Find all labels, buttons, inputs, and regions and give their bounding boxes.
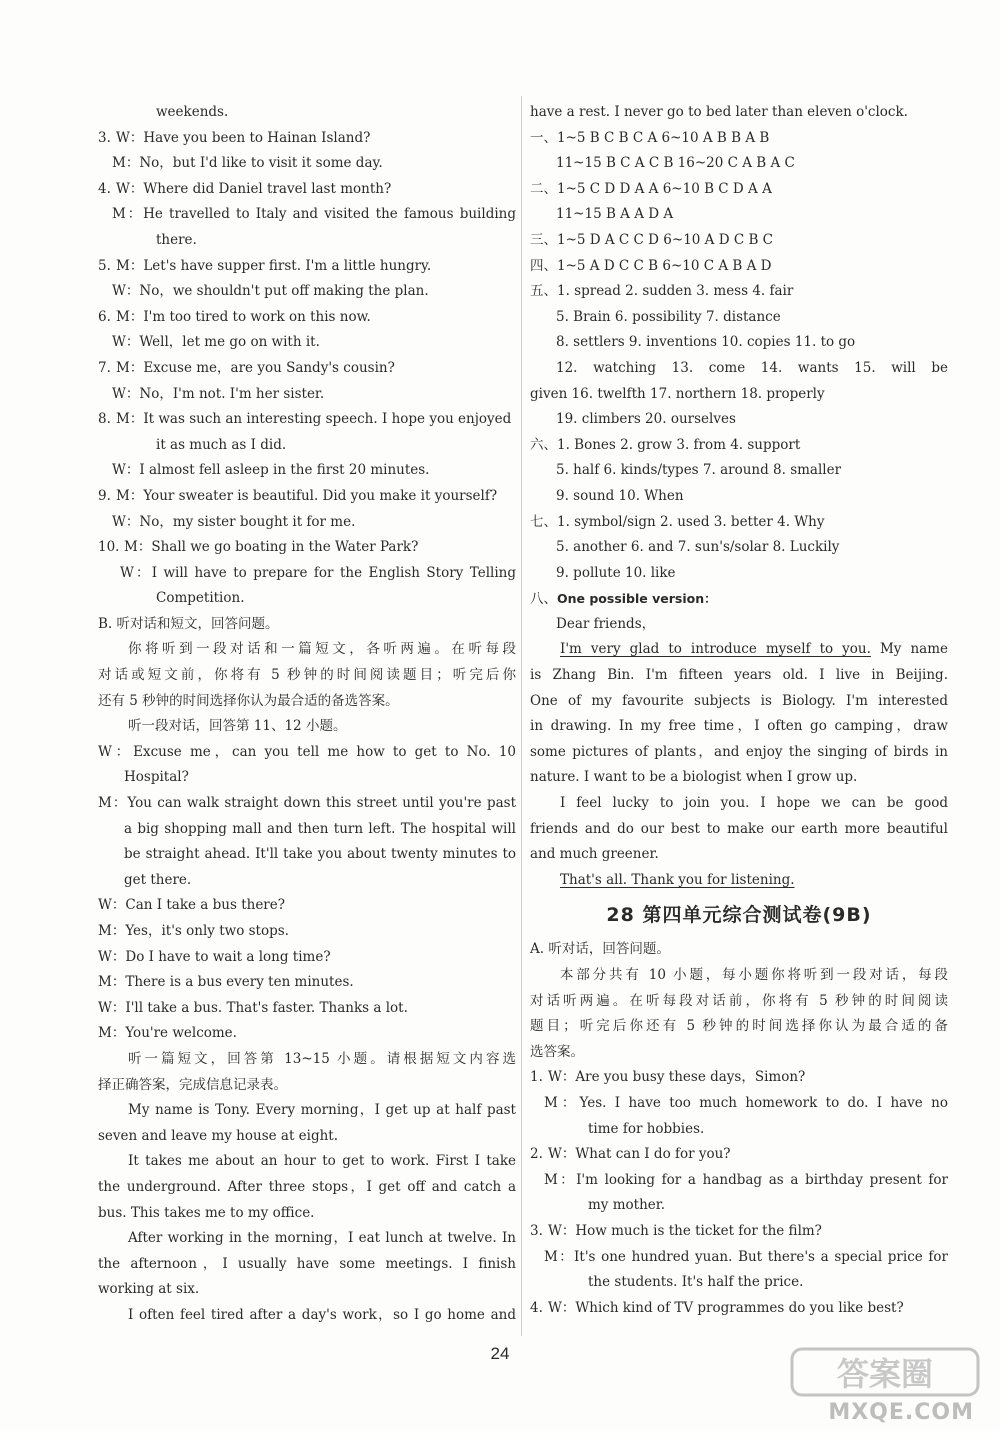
text-line xyxy=(98,407,516,433)
line-text: 二、1~5 C D D A A 6~10 B C D A A xyxy=(530,180,772,197)
line-text: W：No，my sister bought it for me. xyxy=(112,513,356,530)
line-text: I often feel tired after a day's work，so I go home and xyxy=(128,1306,516,1323)
essay-line: is Zhang Bin. I'm fifteen years old. I live in Beijing. xyxy=(530,667,948,684)
text-line xyxy=(530,1142,948,1168)
left-column xyxy=(98,100,516,1329)
text-line xyxy=(98,996,516,1022)
text-line xyxy=(98,1175,516,1201)
text-line xyxy=(530,1065,948,1091)
essay-line: friends and do our best to make our earth more beautiful xyxy=(530,820,948,837)
text-line xyxy=(530,151,948,177)
line-text: 七、1. symbol/sign 2. used 3. better 4. Why xyxy=(530,513,825,530)
text-line xyxy=(98,1252,516,1278)
line-text: M：Yes，it's only two stops. xyxy=(98,923,289,939)
text-line xyxy=(530,1270,948,1296)
line-text: working at six. xyxy=(98,1281,200,1298)
text-line xyxy=(98,1201,516,1227)
answer-key xyxy=(530,100,948,586)
line-text: Hospital? xyxy=(124,769,189,786)
text-line xyxy=(98,100,516,126)
text-line xyxy=(98,356,516,382)
text-line xyxy=(98,1098,516,1124)
text-line xyxy=(98,1021,516,1047)
line-text: get there. xyxy=(124,871,192,888)
section-heading: 28 第四单元综合测试卷(9B) xyxy=(606,904,872,927)
line-text: W：Well，let me go on with it. xyxy=(112,334,320,351)
essay-line: I feel lucky to join you. I hope we can be good xyxy=(560,795,948,812)
line-text: M：I'm too tired to work on this now. xyxy=(116,308,371,325)
text-line xyxy=(98,791,516,817)
text-line xyxy=(98,458,516,484)
text-line xyxy=(530,382,948,408)
line-text: 听一篇短文，回答第 13~15 小题。请根据短文内容选 xyxy=(128,1050,516,1067)
line-text: weekends. xyxy=(156,104,229,120)
text-line xyxy=(530,305,948,331)
text-line xyxy=(530,1193,948,1219)
essay-label: One possible version： xyxy=(557,591,717,607)
item-number: 3. xyxy=(530,1222,543,1239)
text-line xyxy=(98,330,516,356)
text-line xyxy=(530,100,948,126)
item-number: 3. xyxy=(98,129,111,146)
text-line xyxy=(98,279,516,305)
line-text: a big shopping mall and then turn left. The hospital will xyxy=(124,820,516,837)
text-line xyxy=(98,637,516,663)
line-text: there. xyxy=(156,231,197,248)
text-line xyxy=(530,228,948,254)
essay-block xyxy=(530,586,948,893)
line-text: M：Let's have supper first. I'm a little hungry. xyxy=(116,257,432,274)
text-line xyxy=(98,612,516,638)
text-line xyxy=(530,484,948,510)
line-text: the students. It's half the price. xyxy=(588,1274,804,1291)
page-number: 24 xyxy=(490,1344,510,1363)
line-text: 5. another 6. and 7. sun's/solar 8. Luckily xyxy=(556,539,840,556)
intro-line: 本部分共有 10 小题，每小题你将听到一段对话，每段 xyxy=(560,967,948,983)
text-line xyxy=(530,510,948,536)
line-text: be straight ahead. It'll take you about twenty minutes to xyxy=(124,846,516,863)
line-text: 三、1~5 D A C C D 6~10 A D C B C xyxy=(530,231,773,248)
line-text: W：I will have to prepare for the English Story Telling xyxy=(120,564,516,581)
line-text: W：Where did Daniel travel last month? xyxy=(116,180,392,197)
line-text: W：How much is the ticket for the film? xyxy=(548,1222,822,1239)
line-text: 听一段对话，回答第 11、12 小题。 xyxy=(128,718,347,735)
text-line xyxy=(530,356,948,382)
essay-line: and much greener. xyxy=(530,846,659,863)
text-line xyxy=(530,330,948,356)
watermark-logo-text: 答案圈 xyxy=(836,1355,934,1393)
text-line xyxy=(98,228,516,254)
item-number: 4. xyxy=(98,180,111,197)
text-line xyxy=(98,305,516,331)
essay-line: nature. I want to be a biologist when I grow up. xyxy=(530,769,858,786)
text-line xyxy=(98,1303,516,1329)
line-text: W：Which kind of TV programmes do you like best? xyxy=(548,1299,904,1316)
line-text: M：There is a bus every ten minutes. xyxy=(98,974,354,991)
line-text: M：Excuse me，are you Sandy's cousin? xyxy=(116,359,395,376)
text-line xyxy=(98,689,516,715)
item-number: 2. xyxy=(530,1146,543,1163)
text-line xyxy=(98,561,516,587)
text-line xyxy=(98,740,516,766)
text-line xyxy=(98,535,516,561)
line-text: M：You can walk straight down this street until you're past xyxy=(98,795,516,812)
text-line xyxy=(98,151,516,177)
essay-line: One of my favourite subjects is Biology. I'm interested xyxy=(530,692,948,709)
text-line xyxy=(98,1277,516,1303)
line-text: have a rest. I never go to bed later than eleven o'clock. xyxy=(530,104,908,120)
line-text: W：I'll take a bus. That's faster. Thanks a lot. xyxy=(98,999,408,1016)
line-text: 11~15 B C A C B 16~20 C A B A C xyxy=(556,155,795,172)
text-line xyxy=(530,1245,948,1271)
line-text: 11~15 B A A D A xyxy=(556,206,674,223)
text-line xyxy=(530,561,948,587)
line-text: W：Do I have to wait a long time? xyxy=(98,948,331,965)
essay-line: in drawing. In my free time，I often go camping，draw xyxy=(530,718,948,735)
line-text: 一、1~5 B C B C A 6~10 A B B A B xyxy=(530,129,770,146)
item-number: 10. xyxy=(98,539,120,556)
line-text: time for hobbies. xyxy=(588,1120,705,1137)
line-text: my mother. xyxy=(588,1197,666,1214)
line-text: W：I almost fell asleep in the first 20 minutes. xyxy=(112,462,430,479)
line-text: Competition. xyxy=(156,590,245,607)
text-line xyxy=(98,1149,516,1175)
line-text: 择正确答案，完成信息记录表。 xyxy=(98,1076,287,1093)
line-text: 对话或短文前，你将有 5 秒钟的时间阅读题目；听完后你 xyxy=(98,667,516,684)
column-divider xyxy=(521,96,522,1336)
line-text: the underground. After three stops，I get off and catch a xyxy=(98,1178,516,1195)
text-line xyxy=(530,1117,948,1143)
line-text: 12. watching 13. come 14. wants 15. will be xyxy=(556,359,948,376)
text-line xyxy=(530,202,948,228)
line-text: bus. This takes me to my office. xyxy=(98,1204,315,1221)
line-text: M：I'm looking for a handbag as a birthday present for xyxy=(544,1171,948,1188)
right-column xyxy=(530,100,948,1321)
text-line xyxy=(530,535,948,561)
line-text: 5. half 6. kinds/types 7. around 8. smaller xyxy=(556,462,842,479)
item-number: 1. xyxy=(530,1069,543,1086)
line-text: M：He travelled to Italy and visited the famous building xyxy=(112,206,516,223)
line-text: My name is Tony. Every morning，I get up at half past xyxy=(128,1102,516,1119)
text-line xyxy=(530,1219,948,1245)
line-text: it as much as I did. xyxy=(156,436,287,453)
line-text: M：Yes. I have too much homework to do. I have no xyxy=(544,1094,948,1111)
essay-opening: I'm very glad to introduce myself to you. xyxy=(560,641,871,658)
line-text: seven and leave my house at eight. xyxy=(98,1127,339,1144)
text-line xyxy=(530,458,948,484)
text-line xyxy=(98,1047,516,1073)
line-text: given 16. twelfth 17. northern 18. properly xyxy=(530,385,825,402)
intro-line: 对话听两遍。在听每段对话前，你将有 5 秒钟的时间阅读 xyxy=(530,992,948,1009)
essay-line: some pictures of plants，and enjoy the singing of birds in xyxy=(530,743,948,760)
text-line xyxy=(98,765,516,791)
essay-line: I'm very glad to introduce myself to you. My name xyxy=(560,641,948,658)
item-number: 8. xyxy=(98,411,111,428)
line-text: the afternoon，I usually have some meetings. I finish xyxy=(98,1255,516,1272)
text-line xyxy=(98,586,516,612)
line-text: 六、1. Bones 2. grow 3. from 4. support xyxy=(530,436,801,453)
text-line xyxy=(98,868,516,894)
item-number: 9. xyxy=(98,487,111,504)
line-text: It takes me about an hour to get to work. First I take xyxy=(128,1153,516,1170)
section-a-title: A. 听对话，回答问题。 xyxy=(530,941,670,958)
intro-line: 题目；听完后你还有 5 秒钟的时间选择你认为最合适的备 xyxy=(530,1018,948,1035)
line-text: 你将听到一段对话和一篇短文，各听两遍。在听每段 xyxy=(128,641,516,658)
text-line xyxy=(530,126,948,152)
text-line xyxy=(530,177,948,203)
line-text: After working in the morning，I eat lunch at twelve. In xyxy=(128,1230,516,1247)
line-text: 9. sound 10. When xyxy=(556,487,684,504)
line-text: M：It was such an interesting speech. I hope you enjoyed xyxy=(116,411,512,428)
text-line xyxy=(98,714,516,740)
text-line xyxy=(98,1073,516,1099)
line-text: M：Shall we go boating in the Water Park? xyxy=(124,539,419,556)
text-line xyxy=(98,433,516,459)
item-number: 6. xyxy=(98,308,111,325)
text-line xyxy=(530,254,948,280)
text-line xyxy=(98,126,516,152)
text-line xyxy=(530,407,948,433)
item-number: 5. xyxy=(98,257,111,274)
line-text: W：Are you busy these days，Simon? xyxy=(548,1069,806,1086)
intro-line: 选答案。 xyxy=(530,1043,584,1060)
text-line xyxy=(98,663,516,689)
line-text: 19. climbers 20. ourselves xyxy=(556,411,736,428)
item-number: 4. xyxy=(530,1299,543,1316)
line-text: M：No，but I'd like to visit it some day. xyxy=(112,155,383,172)
text-line xyxy=(98,202,516,228)
text-line xyxy=(98,893,516,919)
text-line xyxy=(530,1091,948,1117)
watermark-url: MXQE.COM xyxy=(828,1400,974,1425)
text-line xyxy=(98,510,516,536)
line-text: W：Have you been to Hainan Island? xyxy=(116,129,371,146)
text-line xyxy=(530,433,948,459)
text-line xyxy=(530,1296,948,1322)
text-line xyxy=(98,1124,516,1150)
line-text: 8. settlers 9. inventions 10. copies 11. to go xyxy=(556,334,856,351)
line-text: M：It's one hundred yuan. But there's a special price for xyxy=(544,1248,948,1265)
essay-greeting: Dear friends， xyxy=(556,615,656,632)
line-text: W：Can I take a bus there? xyxy=(98,897,285,914)
text-line xyxy=(530,1168,948,1194)
line-text: 5. Brain 6. possibility 7. distance xyxy=(556,308,781,325)
line-text: M：Your sweater is beautiful. Did you make it yourself? xyxy=(116,487,498,504)
text-line xyxy=(98,382,516,408)
watermark-logo-icon xyxy=(790,1345,980,1399)
line-text: W：What can I do for you? xyxy=(548,1146,731,1163)
text-line xyxy=(98,177,516,203)
watermark xyxy=(790,1345,980,1425)
line-text: W：No，we shouldn't put off making the plan. xyxy=(112,283,429,300)
line-text: W：No，I'm not. I'm her sister. xyxy=(112,385,325,402)
line-text: 9. pollute 10. like xyxy=(556,564,676,581)
item-number: 7. xyxy=(98,359,111,376)
text-line xyxy=(98,254,516,280)
essay-closing: That's all. Thank you for listening. xyxy=(560,871,795,888)
line-text: M：You're welcome. xyxy=(98,1025,237,1042)
text-line xyxy=(530,279,948,305)
line-text: 五、1. spread 2. sudden 3. mess 4. fair xyxy=(530,283,794,300)
text-line xyxy=(98,817,516,843)
dialog-list xyxy=(530,1065,948,1321)
text-line xyxy=(98,484,516,510)
text-line xyxy=(98,945,516,971)
line-text: 还有 5 秒钟的时间选择你认为最合适的备选答案。 xyxy=(98,692,399,709)
line-text: B. 听对话和短文，回答问题。 xyxy=(98,615,279,632)
text-line xyxy=(98,842,516,868)
essay-label-number: 八、 xyxy=(530,591,557,608)
text-line xyxy=(98,1226,516,1252)
text-line xyxy=(98,970,516,996)
line-text: W：Excuse me，can you tell me how to get to No. 10 xyxy=(98,743,516,760)
text-line xyxy=(98,919,516,945)
line-text: 四、1~5 A D C C B 6~10 C A B A D xyxy=(530,257,772,274)
